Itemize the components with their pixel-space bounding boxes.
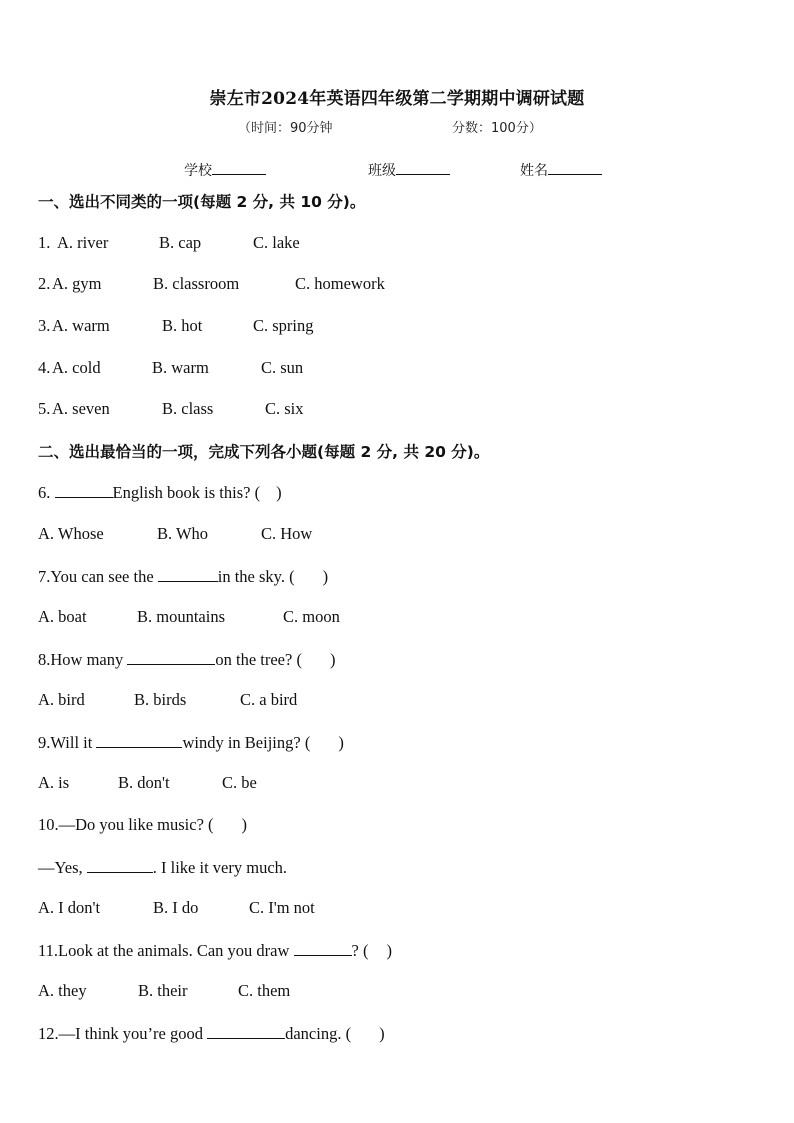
name-field[interactable]	[520, 160, 602, 180]
name-blank[interactable]	[548, 160, 602, 175]
option-b[interactable]: B. mountains	[137, 607, 226, 626]
school-blank[interactable]	[212, 160, 266, 175]
option-a[interactable]: A. seven	[52, 399, 110, 418]
option-a[interactable]: A. gym	[52, 274, 102, 293]
page-title: 崇左市2024年英语四年级第二学期期中调研试题	[209, 89, 585, 109]
option-b[interactable]: B. cap	[159, 233, 202, 252]
question-8	[38, 649, 335, 670]
exam-time: （时间：90分钟	[238, 121, 333, 136]
answer-blank[interactable]	[158, 566, 218, 582]
option-b[interactable]: B. classroom	[153, 274, 240, 293]
school-label: 学校	[184, 163, 212, 179]
option-b[interactable]: B. class	[162, 399, 214, 418]
question-text: 7.You can see the	[38, 567, 158, 586]
option-b[interactable]: B. Who	[157, 524, 209, 543]
option-c[interactable]: C. spring	[253, 316, 314, 335]
option-a[interactable]: A. river	[57, 233, 109, 252]
question-number: 3.	[38, 316, 51, 335]
class-label: 班级	[368, 163, 396, 179]
answer-blank[interactable]	[87, 857, 153, 873]
question-text: —Yes,	[38, 858, 87, 877]
answer-blank[interactable]	[207, 1023, 285, 1039]
option-b[interactable]: B. warm	[152, 358, 209, 377]
name-label: 姓名	[520, 163, 548, 179]
answer-blank[interactable]	[55, 482, 113, 498]
question-text: . I like it very much.	[152, 858, 288, 877]
option-a[interactable]: A. Whose	[38, 524, 104, 543]
option-b[interactable]: B. I do	[153, 898, 199, 917]
question-text: 8.How many	[38, 650, 128, 669]
school-field[interactable]	[184, 160, 266, 180]
question-10-reply	[38, 857, 287, 878]
option-c[interactable]: C. be	[222, 773, 257, 792]
question-text: 11.Look at the animals. Can you draw	[38, 941, 294, 960]
option-b[interactable]: B. birds	[134, 690, 187, 709]
option-c[interactable]: C. homework	[295, 274, 385, 293]
question-text: in the sky. (	[217, 567, 295, 586]
option-b[interactable]: B. don't	[118, 773, 170, 792]
answer-blank[interactable]	[127, 649, 215, 665]
question-number: 1.	[38, 233, 51, 252]
question-number: 4.	[38, 358, 51, 377]
question-10	[38, 815, 247, 835]
class-field[interactable]	[368, 160, 450, 180]
question-number: 2.	[38, 274, 51, 293]
option-c[interactable]: C. a bird	[240, 690, 298, 709]
question-text: ? (	[351, 941, 369, 960]
option-a[interactable]: A. they	[38, 981, 87, 1000]
question-6	[38, 482, 282, 503]
close-paren: )	[338, 733, 344, 752]
question-text: 6.	[38, 483, 55, 502]
option-a[interactable]: A. I don't	[38, 898, 101, 917]
question-number: 5.	[38, 399, 51, 418]
option-b[interactable]: B. their	[138, 981, 188, 1000]
answer-blank[interactable]	[294, 940, 352, 956]
question-9	[38, 732, 344, 753]
option-a[interactable]: A. bird	[38, 690, 85, 709]
option-c[interactable]: C. six	[265, 399, 304, 418]
option-c[interactable]: C. I'm not	[249, 898, 315, 917]
question-text: 10.—Do you like music? (	[38, 815, 214, 834]
option-b[interactable]: B. hot	[162, 316, 203, 335]
option-a[interactable]: A. cold	[52, 358, 101, 377]
option-c[interactable]: C. lake	[253, 233, 300, 252]
answer-blank[interactable]	[96, 732, 182, 748]
class-blank[interactable]	[396, 160, 450, 175]
question-text: 9.Will it	[38, 733, 97, 752]
option-a[interactable]: A. boat	[38, 607, 87, 626]
option-c[interactable]: C. them	[238, 981, 291, 1000]
section1-heading: 一、选出不同类的一项(每题 2 分, 共 10 分)。	[38, 193, 366, 211]
option-c[interactable]: C. sun	[261, 358, 304, 377]
close-paren: )	[241, 815, 248, 834]
close-paren: )	[386, 941, 392, 960]
option-a[interactable]: A. is	[38, 773, 70, 792]
question-11	[38, 940, 392, 961]
question-text: windy in Beijing? (	[182, 733, 311, 752]
close-paren: )	[322, 567, 329, 586]
question-text: on the tree? (	[215, 650, 302, 669]
question-12	[38, 1023, 385, 1044]
close-paren: )	[379, 1024, 385, 1043]
question-text: English book is this? (	[112, 483, 261, 502]
option-c[interactable]: C. How	[261, 524, 313, 543]
question-7	[38, 566, 328, 587]
section2-heading: 二、选出最恰当的一项，完成下列各小题(每题 2 分, 共 20 分)。	[38, 443, 490, 461]
close-paren: )	[276, 483, 282, 502]
option-a[interactable]: A. warm	[52, 316, 110, 335]
option-c[interactable]: C. moon	[283, 607, 340, 626]
question-text: dancing. (	[285, 1024, 352, 1043]
question-text: 12.—I think you’re good	[38, 1024, 208, 1043]
close-paren: )	[329, 650, 336, 669]
exam-score: 分数：100分）	[452, 121, 542, 136]
